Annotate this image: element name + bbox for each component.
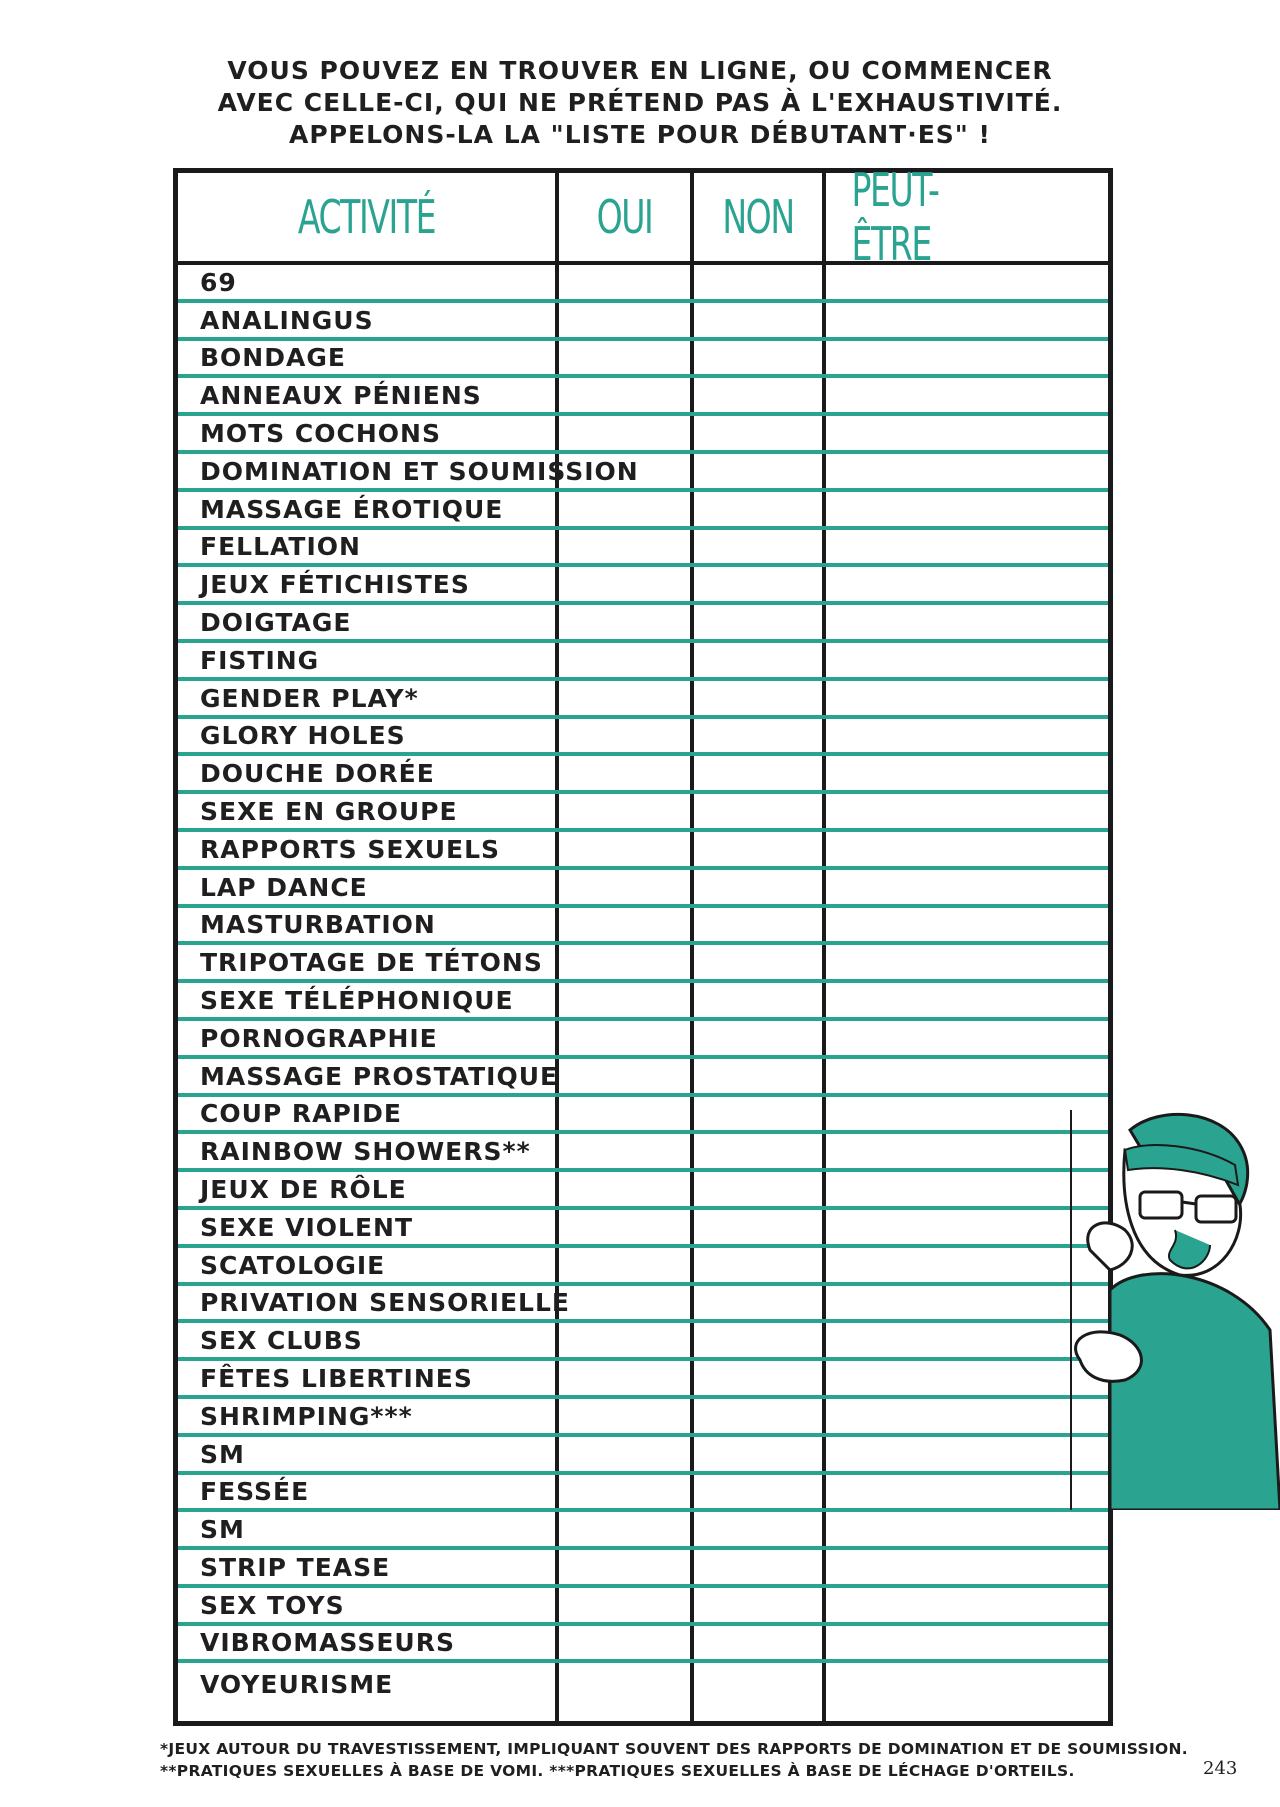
activity-label: SHRIMPING*** bbox=[200, 1401, 413, 1431]
table-row bbox=[178, 1286, 1108, 1324]
table-row bbox=[178, 454, 1108, 492]
activity-label: SM bbox=[200, 1439, 245, 1469]
activity-label: RAPPORTS SEXUELS bbox=[200, 834, 501, 864]
activity-label: FÊTES LIBERTINES bbox=[200, 1363, 473, 1393]
table-row bbox=[178, 908, 1108, 946]
activity-label: MASSAGE PROSTATIQUE bbox=[200, 1061, 559, 1091]
table-row bbox=[178, 794, 1108, 832]
activity-label: DOUCHE DORÉE bbox=[200, 759, 435, 789]
activity-label: PORNOGRAPHIE bbox=[200, 1023, 438, 1053]
footnotes bbox=[160, 1738, 1188, 1782]
table-row bbox=[178, 378, 1108, 416]
table-row bbox=[178, 1210, 1108, 1248]
activity-label: SEXE EN GROUPE bbox=[200, 796, 458, 826]
table-body bbox=[178, 265, 1108, 1701]
intro-line-1: VOUS POUVEZ EN TROUVER EN LIGNE, OU COMMENCER bbox=[227, 56, 1053, 85]
table-row bbox=[178, 1021, 1108, 1059]
activity-label: SM bbox=[200, 1515, 245, 1545]
table-row bbox=[178, 1588, 1108, 1626]
footnote-1: *JEUX AUTOUR DU TRAVESTISSEMENT, IMPLIQUANT SOUVENT DES RAPPORTS DE DOMINATION ET DE SOUMISSION. bbox=[160, 1740, 1188, 1758]
table-row bbox=[178, 643, 1108, 681]
table-row bbox=[178, 1512, 1108, 1550]
footnote-2: **PRATIQUES SEXUELLES À BASE DE VOMI. ***PRATIQUES SEXUELLES À BASE DE LÉCHAGE D'ORTEILS. bbox=[160, 1762, 1075, 1780]
table-row bbox=[178, 1134, 1108, 1172]
activity-label: LAP DANCE bbox=[200, 872, 368, 902]
activity-label: STRIP TEASE bbox=[200, 1552, 391, 1582]
activity-label: SEX CLUBS bbox=[200, 1326, 363, 1356]
table-row bbox=[178, 605, 1108, 643]
table-row bbox=[178, 341, 1108, 379]
activity-label: SCATOLOGIE bbox=[200, 1250, 386, 1280]
activity-label: TRIPOTAGE DE TÉTONS bbox=[200, 948, 543, 978]
table-row bbox=[178, 832, 1108, 870]
activity-label: SEXE VIOLENT bbox=[200, 1212, 414, 1242]
table-row bbox=[178, 1059, 1108, 1097]
activity-label: BONDAGE bbox=[200, 343, 346, 373]
activity-label: GLORY HOLES bbox=[200, 721, 406, 751]
table-row bbox=[178, 530, 1108, 568]
activity-label: SEX TOYS bbox=[200, 1590, 345, 1620]
table-row bbox=[178, 1663, 1108, 1701]
activity-label: MASTURBATION bbox=[200, 910, 436, 940]
activity-label: RAINBOW SHOWERS** bbox=[200, 1137, 531, 1167]
table-row bbox=[178, 416, 1108, 454]
intro-line-2: AVEC CELLE-CI, QUI NE PRÉTEND PAS À L'EXHAUSTIVITÉ. bbox=[217, 88, 1063, 117]
table-row bbox=[178, 303, 1108, 341]
peeking-character-icon bbox=[1070, 1110, 1280, 1510]
table-row bbox=[178, 1550, 1108, 1588]
table-row bbox=[178, 1437, 1108, 1475]
activity-label: MOTS COCHONS bbox=[200, 418, 441, 448]
activity-label: VIBROMASSEURS bbox=[200, 1628, 455, 1658]
activity-label: SEXE TÉLÉPHONIQUE bbox=[200, 985, 514, 1015]
activity-label: GENDER PLAY* bbox=[200, 683, 419, 713]
table-row bbox=[178, 1361, 1108, 1399]
table-row bbox=[178, 567, 1108, 605]
table-row bbox=[178, 1172, 1108, 1210]
activity-label: ANNEAUX PÉNIENS bbox=[200, 381, 482, 411]
table-row bbox=[178, 1626, 1108, 1664]
table-row bbox=[178, 756, 1108, 794]
table-row bbox=[178, 1475, 1108, 1513]
activity-label: FISTING bbox=[200, 645, 320, 675]
table-row bbox=[178, 719, 1108, 757]
header-non: NON bbox=[722, 190, 794, 244]
table-row bbox=[178, 870, 1108, 908]
activity-label: FESSÉE bbox=[200, 1477, 310, 1507]
activity-label: PRIVATION SENSORIELLE bbox=[200, 1288, 570, 1318]
activity-label: DOIGTAGE bbox=[200, 607, 352, 637]
activity-label: MASSAGE ÉROTIQUE bbox=[200, 494, 504, 524]
activity-label: 69 bbox=[200, 267, 237, 297]
activity-label: FELLATION bbox=[200, 532, 361, 562]
header-peut-etre: PEUT-ÊTRE bbox=[851, 163, 939, 271]
table-row bbox=[178, 265, 1108, 303]
intro-text bbox=[0, 55, 1280, 151]
activity-label: JEUX DE RÔLE bbox=[200, 1174, 407, 1204]
table-row bbox=[178, 681, 1108, 719]
table-row bbox=[178, 983, 1108, 1021]
table-row bbox=[178, 1097, 1108, 1135]
activity-label: VOYEURISME bbox=[200, 1670, 394, 1700]
activity-label: DOMINATION ET SOUMISSION bbox=[200, 456, 639, 486]
intro-line-3: APPELONS-LA LA "LISTE POUR DÉBUTANT·ES" ! bbox=[289, 120, 991, 149]
header-activite: ACTIVITÉ bbox=[297, 190, 436, 244]
table-row bbox=[178, 1323, 1108, 1361]
table-row bbox=[178, 1248, 1108, 1286]
header-oui: OUI bbox=[596, 190, 653, 244]
activity-label: COUP RAPIDE bbox=[200, 1099, 402, 1129]
table-header bbox=[178, 163, 1108, 271]
checklist-table bbox=[173, 163, 1113, 1726]
table-row bbox=[178, 945, 1108, 983]
activity-label: JEUX FÉTICHISTES bbox=[200, 570, 470, 600]
page-number: 243 bbox=[1203, 1758, 1238, 1779]
table-row bbox=[178, 492, 1108, 530]
table-row bbox=[178, 1399, 1108, 1437]
activity-label: ANALINGUS bbox=[200, 305, 374, 335]
